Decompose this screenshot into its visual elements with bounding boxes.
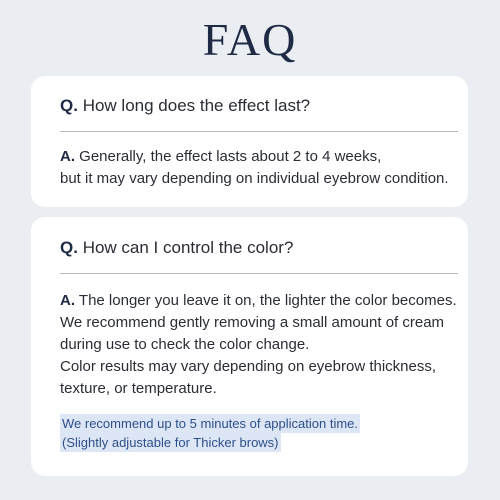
answer-line: We recommend gently removing a small amount of cream bbox=[60, 314, 445, 331]
note-line: We recommend up to 5 minutes of application time. bbox=[62, 416, 359, 431]
answer-line: but it may vary depending on individual eyebrow condition. bbox=[60, 170, 449, 187]
answer-line: during use to check the color change. bbox=[60, 336, 310, 353]
answer-text: The longer you leave it on, the lighter the color becomes. bbox=[78, 292, 457, 309]
answer-prefix: A. bbox=[60, 292, 75, 309]
divider bbox=[60, 273, 458, 274]
application-time-note bbox=[60, 414, 360, 452]
faq-card-color-control bbox=[31, 217, 468, 476]
question-prefix: Q. bbox=[60, 96, 78, 115]
faq-answer bbox=[60, 290, 457, 400]
answer-line: Color results may vary depending on eyebrow thickness, bbox=[60, 358, 437, 375]
question-text: How long does the effect last? bbox=[82, 96, 311, 115]
divider bbox=[60, 131, 458, 132]
faq-card-effect-duration bbox=[31, 76, 468, 207]
answer-text: Generally, the effect lasts about 2 to 4 weeks, bbox=[79, 148, 382, 165]
answer-line bbox=[60, 146, 449, 168]
faq-answer bbox=[60, 146, 449, 190]
faq-question bbox=[60, 238, 293, 258]
question-text: How can I control the color? bbox=[82, 238, 294, 257]
note-line: (Slightly adjustable for Thicker brows) bbox=[62, 435, 279, 450]
answer-prefix: A. bbox=[60, 148, 75, 165]
question-prefix: Q. bbox=[60, 238, 78, 257]
answer-line: texture, or temperature. bbox=[60, 380, 217, 397]
page-title: FAQ bbox=[202, 14, 298, 65]
answer-line bbox=[60, 290, 457, 312]
faq-question bbox=[60, 96, 310, 116]
